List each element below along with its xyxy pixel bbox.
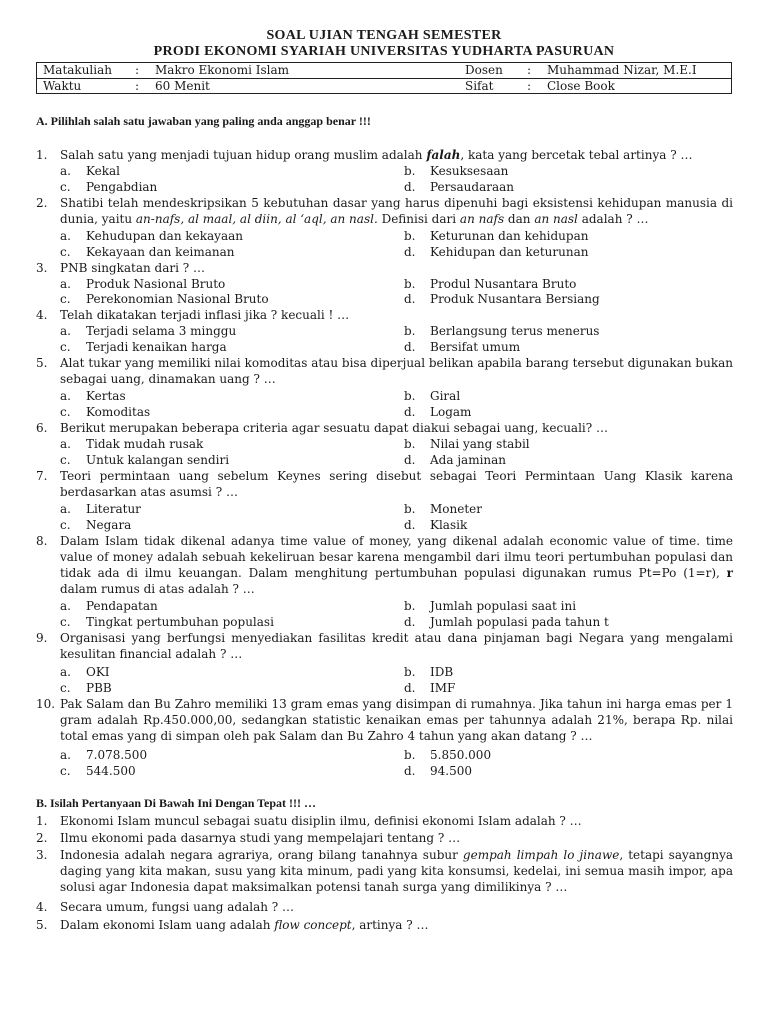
option-a10-d[interactable]: d. 94.500 [404, 764, 472, 778]
question-text: PNB singkatan dari ? … [60, 261, 206, 275]
question-number: 3. [36, 261, 48, 275]
sifat-label: Sifat [465, 79, 494, 93]
exam-title: SOAL UJIAN TENGAH SEMESTER [266, 28, 502, 43]
option-a9-a[interactable]: a. OKI [60, 665, 110, 679]
question-text: Teori permintaan uang sebelum Keynes sering disebut sebagai Teori Permintaan Uang Klasik karena berdasarkan atas asumsi ? … [60, 469, 733, 499]
option-a8-a[interactable]: a. Pendapatan [60, 599, 158, 613]
option-a2-d[interactable]: d. Kehidupan dan keturunan [404, 245, 589, 259]
dosen-label: Dosen [465, 63, 503, 77]
question-b3 [36, 847, 733, 895]
option-a6-b[interactable]: b. Nilai yang stabil [404, 437, 530, 451]
question-number: 5. [36, 918, 48, 932]
question-number: 10. [36, 697, 56, 711]
question-a9 [36, 630, 733, 662]
matakuliah-label: Matakuliah [43, 63, 112, 77]
option-a2-c[interactable]: c. Kekayaan dan keimanan [60, 245, 235, 259]
question-b2 [36, 830, 733, 846]
exam-subtitle: PRODI EKONOMI SYARIAH UNIVERSITAS YUDHARTA PASURUAN [153, 44, 615, 59]
question-number: 5. [36, 356, 48, 370]
question-text: Dalam Islam tidak dikenal adanya time value of money, yang dikenal adalah economic value of time. time value of money adalah sebuah kekeliruan besar karena mengambil dari ilmu teori pertumbuhan populasi dan tidak ada di ilmu keuangan. Dalam menghitung pertumbuhan populasi digunakan rumus Pt=Po (1=r), r dalam rumus di atas adalah ? … [60, 534, 733, 596]
question-b4 [36, 899, 733, 915]
option-a4-d[interactable]: d. Bersifat umum [404, 340, 521, 354]
sifat-value: Close Book [547, 79, 615, 93]
question-number: 1. [36, 148, 48, 162]
option-a1-c[interactable]: c. Pengabdian [60, 180, 158, 194]
section-a-title: A. Pilihlah salah satu jawaban yang paling anda anggap benar !!! [36, 114, 371, 128]
course-info-table [36, 62, 732, 94]
dosen-value: Muhammad Nizar, M.E.I [547, 63, 697, 77]
question-number: 4. [36, 900, 48, 914]
option-a4-a[interactable]: a. Terjadi selama 3 minggu [60, 324, 237, 338]
option-a3-a[interactable]: a. Produk Nasional Bruto [60, 277, 226, 291]
question-text: Shatibi telah mendeskripsikan 5 kebutuhan dasar yang harus dipenuhi bagi eksistensi kehidupan manusia di dunia, yaitu an-nafs, al maal, al diin, al ‘aql, an nasl. Definisi dari an nafs dan an nasl adalah ? … [60, 196, 733, 226]
option-a9-c[interactable]: c. PBB [60, 681, 112, 695]
info-row-1 [37, 63, 731, 79]
question-a7 [36, 468, 733, 500]
question-text: Organisasi yang berfungsi menyediakan fasilitas kredit atau dana pinjaman bagi Negara yang mengalami kesulitan financial adalah ? … [60, 631, 733, 661]
option-a7-d[interactable]: d. Klasik [404, 518, 468, 532]
question-text: Pak Salam dan Bu Zahro memiliki 13 gram emas yang disimpan di rumahnya. Jika tahun ini harga emas per 1 gram adalah Rp.450.000,00, sedangkan statistic kenaikan emas per tahunnya adalah 21%, berapa Rp. nilai total emas yang di simpan oleh pak Salam dan Bu Zahro 4 tahun yang akan datang ? … [60, 697, 733, 743]
question-a4 [36, 307, 733, 323]
question-number: 8. [36, 534, 48, 548]
section-b-title: B. Isilah Pertanyaan Di Bawah Ini Dengan Tepat !!! … [36, 796, 317, 810]
question-a5 [36, 355, 733, 387]
option-a8-b[interactable]: b. Jumlah populasi saat ini [404, 599, 577, 613]
question-text: Dalam ekonomi Islam uang adalah flow concept, artinya ? … [60, 918, 429, 932]
option-a3-b[interactable]: b. Produl Nusantara Bruto [404, 277, 577, 291]
dosen-colon: : [527, 63, 532, 77]
option-a1-a[interactable]: a. Kekal [60, 164, 121, 178]
question-b1 [36, 813, 733, 829]
option-a3-d[interactable]: d. Produk Nusantara Bersiang [404, 292, 600, 306]
question-number: 9. [36, 631, 48, 645]
sifat-colon: : [527, 79, 532, 93]
option-a7-c[interactable]: c. Negara [60, 518, 132, 532]
question-a1 [36, 147, 733, 163]
option-a5-b[interactable]: b. Giral [404, 389, 461, 403]
option-a4-b[interactable]: b. Berlangsung terus menerus [404, 324, 600, 338]
question-number: 3. [36, 848, 48, 862]
option-a7-a[interactable]: a. Literatur [60, 502, 141, 516]
option-a8-d[interactable]: d. Jumlah populasi pada tahun t [404, 615, 609, 629]
question-text: Secara umum, fungsi uang adalah ? … [60, 900, 295, 914]
option-a9-b[interactable]: b. IDB [404, 665, 454, 679]
option-a5-d[interactable]: d. Logam [404, 405, 472, 419]
option-a7-b[interactable]: b. Moneter [404, 502, 483, 516]
option-a6-d[interactable]: d. Ada jaminan [404, 453, 507, 467]
matakuliah-value: Makro Ekonomi Islam [155, 63, 289, 77]
matakuliah-colon: : [135, 63, 140, 77]
option-a6-a[interactable]: a. Tidak mudah rusak [60, 437, 204, 451]
option-a2-a[interactable]: a. Kehudupan dan kekayaan [60, 229, 243, 243]
question-text: Ekonomi Islam muncul sebagai suatu disiplin ilmu, definisi ekonomi Islam adalah ? … [60, 814, 582, 828]
waktu-label: Waktu [43, 79, 82, 93]
question-a10 [36, 696, 733, 744]
option-a5-c[interactable]: c. Komoditas [60, 405, 151, 419]
question-a6 [36, 420, 733, 436]
question-text: Indonesia adalah negara agrariya, orang bilang tanahnya subur gempah limpah lo jinawe, tetapi sayangnya daging yang kita makan, susu yang kita minum, padi yang kita konsumsi, kedelai, ini semua masih impor, apa solusi agar Indonesia dapat maksimalkan potensi tanah surga yang dimilikinya ? … [60, 848, 734, 894]
option-a10-a[interactable]: a. 7.078.500 [60, 748, 148, 762]
info-row-2 [37, 79, 731, 94]
question-b5 [36, 917, 733, 933]
option-a6-c[interactable]: c. Untuk kalangan sendiri [60, 453, 230, 467]
question-a3 [36, 260, 733, 276]
waktu-value: 60 Menit [155, 79, 210, 93]
option-a1-d[interactable]: d. Persaudaraan [404, 180, 515, 194]
question-number: 6. [36, 421, 48, 435]
question-number: 2. [36, 831, 48, 845]
question-text: Salah satu yang menjadi tujuan hidup orang muslim adalah falah, kata yang bercetak tebal artinya ? … [60, 148, 693, 162]
waktu-colon: : [135, 79, 140, 93]
option-a10-c[interactable]: c. 544.500 [60, 764, 136, 778]
option-a1-b[interactable]: b. Kesuksesaan [404, 164, 509, 178]
question-a2 [36, 195, 733, 227]
option-a2-b[interactable]: b. Keturunan dan kehidupan [404, 229, 589, 243]
option-a10-b[interactable]: b. 5.850.000 [404, 748, 492, 762]
option-a3-c[interactable]: c. Perekonomian Nasional Bruto [60, 292, 269, 306]
option-a8-c[interactable]: c. Tingkat pertumbuhan populasi [60, 615, 274, 629]
question-text: Berikut merupakan beberapa criteria agar sesuatu dapat diakui sebagai uang, kecuali? … [60, 421, 608, 435]
question-text: Alat tukar yang memiliki nilai komoditas atau bisa diperjual belikan apabila barang tersebut digunakan bukan sebagai uang, dinamakan uang ? … [60, 356, 733, 386]
question-number: 1. [36, 814, 48, 828]
option-a5-a[interactable]: a. Kertas [60, 389, 126, 403]
question-number: 2. [36, 196, 48, 210]
question-number: 7. [36, 469, 48, 483]
question-number: 4. [36, 308, 48, 322]
option-a9-d[interactable]: d. IMF [404, 681, 456, 695]
question-text: Ilmu ekonomi pada dasarnya studi yang mempelajari tentang ? … [60, 831, 461, 845]
question-text: Telah dikatakan terjadi inflasi jika ? kecuali ! … [60, 308, 350, 322]
option-a4-c[interactable]: c. Terjadi kenaikan harga [60, 340, 227, 354]
question-a8 [36, 533, 733, 597]
